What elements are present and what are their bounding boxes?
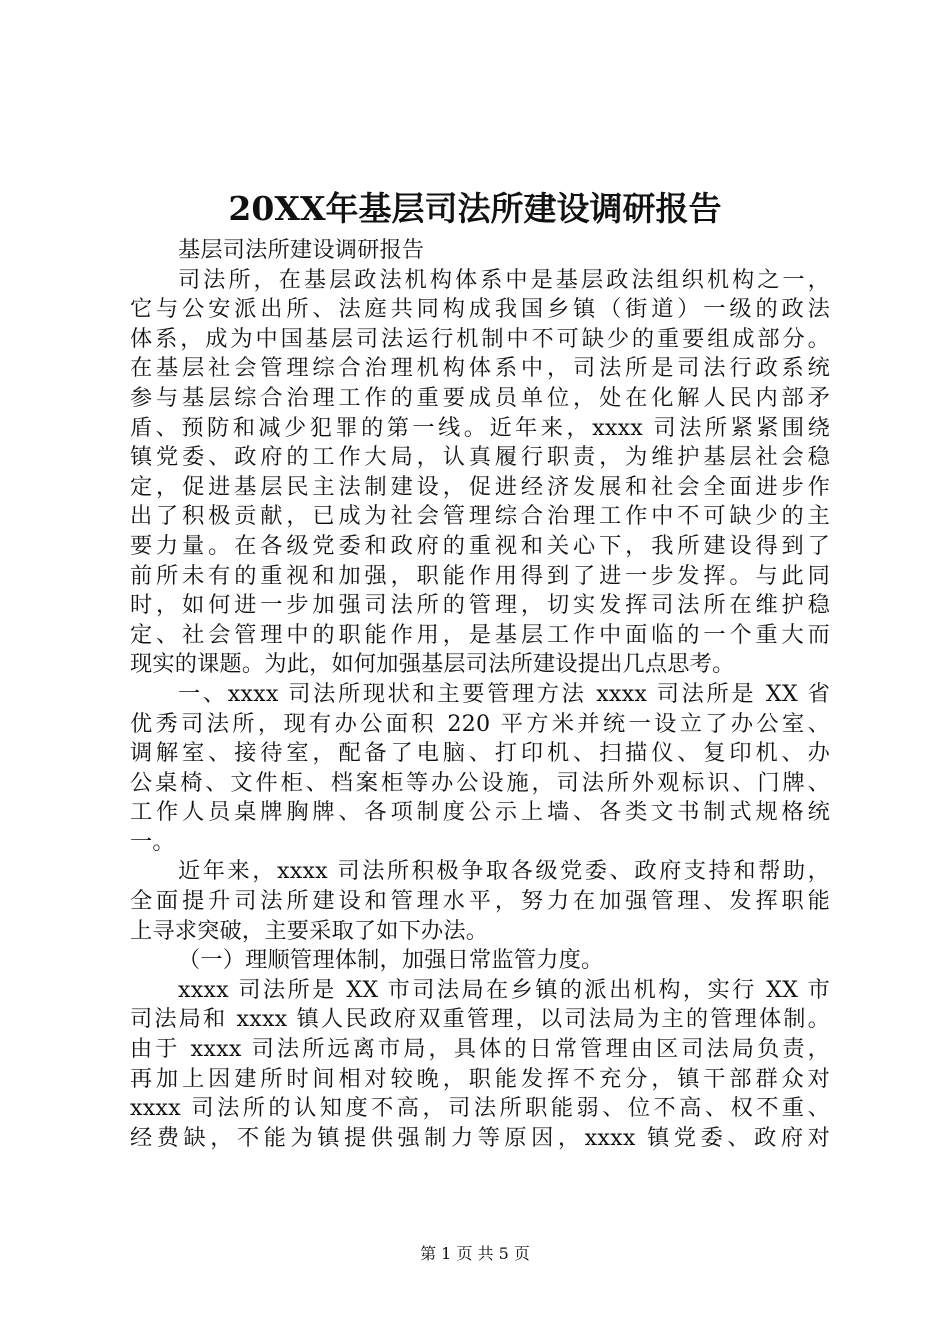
text-line: 一。 bbox=[130, 828, 175, 855]
text-line: 时，如何进一步加强司法所的管理，切实发挥司法所在维护稳 bbox=[130, 592, 830, 619]
text-line: 定，促进基层民主法制建设，促进经济发展和社会全面进步作 bbox=[130, 473, 830, 500]
text-line: 盾、预防和减少犯罪的第一线。近年来，xxxx 司法所紧紧围绕 bbox=[130, 414, 830, 441]
text-line: xxxx 司法所是 XX 市司法局在乡镇的派出机构，实行 XX 市 bbox=[178, 976, 830, 1003]
text-line: 再加上因建所时间相对较晚，职能发挥不充分，镇干部群众对 bbox=[130, 1065, 830, 1092]
text-line: （一）理顺管理体制，加强日常监管力度。 bbox=[178, 947, 604, 974]
text-line: 要力量。在各级党委和政府的重视和关心下，我所建设得到了 bbox=[130, 532, 830, 559]
text-line: 优秀司法所，现有办公面积 220 平方米并统一设立了办公室、 bbox=[130, 710, 830, 737]
text-line: 上寻求突破，主要采取了如下办法。 bbox=[130, 917, 489, 944]
text-line: 司法局和 xxxx 镇人民政府双重管理，以司法局为主的管理体制。 bbox=[130, 1006, 830, 1033]
text-line: 镇党委、政府的工作大局，认真履行职责，为维护基层社会稳 bbox=[130, 444, 830, 471]
text-line: 前所未有的重视和加强，职能作用得到了进一步发挥。与此同 bbox=[130, 562, 830, 589]
text-line: 它与公安派出所、法庭共同构成我国乡镇（街道）一级的政法 bbox=[130, 296, 830, 323]
page-footer: 第 1 页 共 5 页 bbox=[420, 1244, 530, 1263]
text-line: 基层司法所建设调研报告 bbox=[178, 237, 425, 263]
text-line: 定、社会管理中的职能作用，是基层工作中面临的一个重大而 bbox=[130, 621, 830, 648]
text-line: 出了积极贡献，已成为社会管理综合治理工作中不可缺少的主 bbox=[130, 503, 830, 530]
text-line: 司法所，在基层政法机构体系中是基层政法组织机构之一， bbox=[178, 266, 830, 293]
text-line: 调解室、接待室，配备了电脑、打印机、扫描仪、复印机、办 bbox=[130, 740, 830, 767]
document-title: 20XX年基层司法所建设调研报告 bbox=[228, 189, 722, 228]
text-line: 参与基层综合治理工作的重要成员单位，处在化解人民内部矛 bbox=[130, 384, 830, 411]
text-line: 工作人员桌牌胸牌、各项制度公示上墙、各类文书制式规格统 bbox=[130, 799, 830, 826]
text-line: 体系，成为中国基层司法运行机制中不可缺少的重要组成部分。 bbox=[130, 325, 830, 352]
text-line: 近年来，xxxx 司法所积极争取各级党委、政府支持和帮助， bbox=[178, 858, 830, 885]
document-body bbox=[130, 236, 830, 1153]
text-line: 由于 xxxx 司法所远离市局，具体的日常管理由区司法局负责， bbox=[130, 1036, 830, 1063]
text-line: 公桌椅、文件柜、档案柜等办公设施，司法所外观标识、门牌、 bbox=[130, 769, 830, 796]
text-line: xxxx 司法所的认知度不高，司法所职能弱、位不高、权不重、 bbox=[130, 1095, 830, 1122]
text-line: 经费缺，不能为镇提供强制力等原因，xxxx 镇党委、政府对 bbox=[130, 1124, 830, 1151]
text-line: 全面提升司法所建设和管理水平，努力在加强管理、发挥职能 bbox=[130, 888, 830, 915]
text-line: 一、xxxx 司法所现状和主要管理方法 xxxx 司法所是 XX 省 bbox=[178, 680, 830, 707]
text-line: 现实的课题。为此，如何加强基层司法所建设提出几点思考。 bbox=[130, 651, 735, 678]
text-line: 在基层社会管理综合治理机构体系中，司法所是司法行政系统 bbox=[130, 355, 830, 382]
